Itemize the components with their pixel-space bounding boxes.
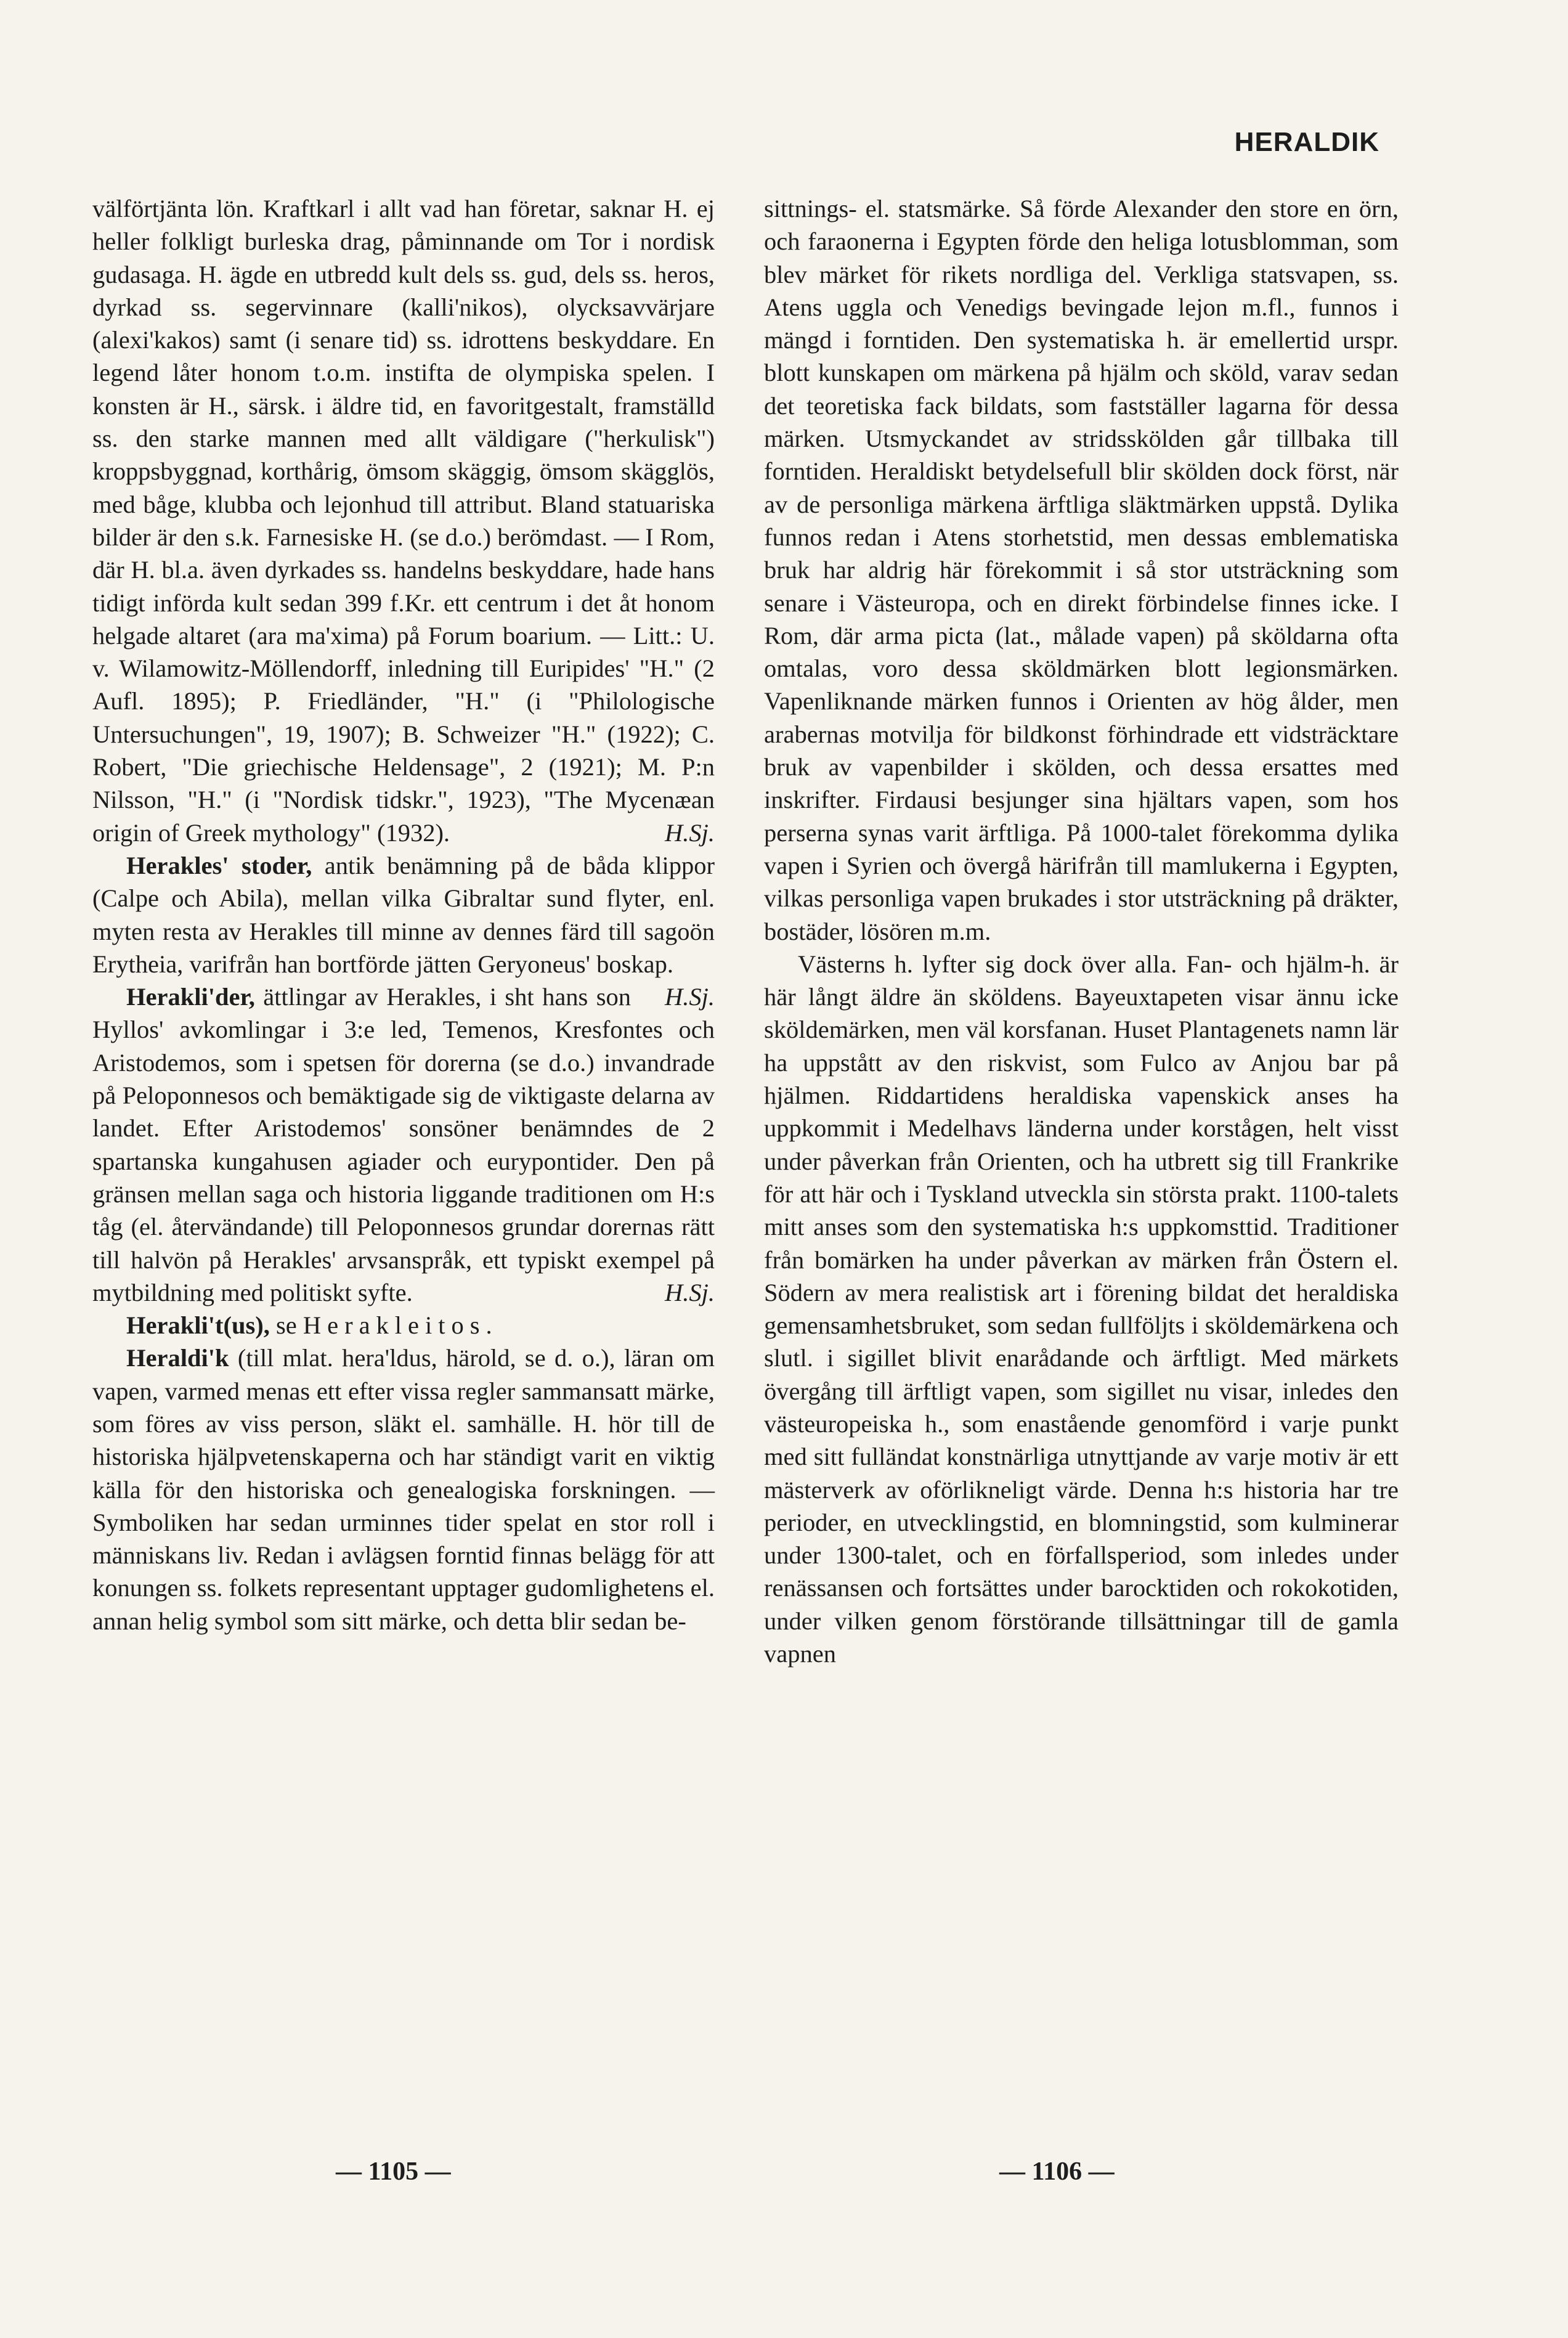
paragraph-heraldik-continued [764, 192, 1399, 948]
entry-heraldik [92, 1342, 715, 1637]
entry-text: antik benämning på de båda klippor (Calpe och Abila), mellan vilka Gibraltar sund flyter, enl. myten resta av Herakles till minne av dennes färd till sagoön Erytheia, varifrån han bortförde jätten Geryoneus' boskap. [92, 851, 715, 978]
entry-headword: Herakli't(us), [126, 1311, 270, 1340]
entry-headword: Heraldi'k [126, 1344, 229, 1372]
entry-text: (till mlat. hera'ldus, härold, se d. o.), läran om vapen, varmed menas ett efter vissa regler sammansatt märke, som föres av viss person, släkt el. samhälle. H. hör till de historiska hjälpvetenskaperna och har ständigt varit en viktig källa för den historiska och genealogiska forskningen. — Symboliken har sedan urminnes tider spelat en stor roll i människans liv. Redan i avlägsen forntid finnas belägg för att konungen ss. folkets representant upptager gudomlighetens el. annan helig symbol som sitt märke, och detta blir sedan be- [92, 1344, 715, 1635]
right-column [764, 192, 1399, 1670]
left-column [92, 192, 715, 1637]
paragraph-western-heraldry [764, 948, 1399, 1671]
author-signature: H.Sj. [665, 818, 715, 847]
entry-headword: Herakli'der, [126, 983, 255, 1011]
paragraph-text: Västerns h. lyfter sig dock över alla. Fan- och hjälm-h. är här långt äldre än sköldens. Bayeuxtapeten visar ännu icke sköldemärken, men väl korsfanan. Huset Plantagenets namn lär ha uppstått av den riskvist, som Fulco av Anjou bar på hjälmen. Riddartidens heraldiska vapenskick anses ha uppkommit i Medelhavs länderna under korstågen, helt visst under påverkan från Orienten, och ha utbrett sig till Frankrike för att här och i Tyskland utveckla sin största prakt. 1100-talets mitt anses som den systematiska h:s uppkomsttid. Traditioner från bomärken ha under påverkan av märken från Östern el. Södern av mera realistisk art i förening bildat det heraldiska gemensamhetsbruket, som sedan fullföljts i sköldemärkena och slutl. i sigillet blivit enarådande och ärftligt. Med märkets övergång till ärftligt vapen, som sigillet nu visar, inledes den västeuropeiska h., som enastående genomförd i varje punkt med sitt fulländat konstnärliga utnyttjande av varje motiv är ett mästerverk av oförlikneligt värde. Denna h:s historia har tre perioder, en utvecklingstid, en blomningstid, som kulminerar under 1300-talet, och en förfallsperiod, som inledes under renässansen och fortsättes under barocktiden och rokokotiden, under vilken genom förstörande tillsättningar till de gamla vapnen [764, 950, 1399, 1668]
author-signature: H.Sj. [665, 1278, 715, 1306]
entry-text: ättlingar av Herakles, i sht hans son Hyllos' avkomlingar i 3:e led, Temenos, Kresfontes och Aristodemos, som i spetsen för dorerna (se d.o.) invandrade på Peloponnesos och bemäktigade sig de viktigaste delarna av landet. Efter Aristodemos' sonsöner benämndes de 2 spartanska kungahusen agiader och eurypontider. Den på gränsen mellan saga och historia liggande traditionen om H:s tåg (el. återvändande) till Peloponnesos grundar dorernas rätt till halvön på Herakles' arvsanspråk, ett typiskt exempel på mytbildning med politiskt syfte. [92, 983, 715, 1306]
page-number-left: — 1105 — [336, 2157, 451, 2186]
paragraph-text: välförtjänta lön. Kraftkarl i allt vad han företar, saknar H. ej heller folkligt burleska drag, påminnande om Tor i nordisk gudasaga. H. ägde en utbredd kult dels ss. gud, dels ss. heros, dyrkad ss. segervinnare (kalli'nikos), olycksavvärjare (alexi'kakos) samt (i senare tid) ss. idrottens beskyddare. En legend låter honom t.o.m. instifta de olympiska spelen. I konsten är H., särsk. i äldre tid, en favoritgestalt, framställd ss. den starke mannen med allt väldigare ("herkulisk") kroppsbyggnad, korthårig, ömsom skäggig, ömsom skägglös, med båge, klubba och lejonhud till attribut. Bland statuariska bilder är den s.k. Farnesiske H. (se d.o.) berömdast. — I Rom, där H. bl.a. även dyrkades ss. handelns beskyddare, hade hans tidigt införda kult sedan 399 f.Kr. ett centrum i det åt honom helgade altaret (ara ma'xima) på Forum boarium. — Litt.: U. v. Wilamowitz-Möllendorff, inledning till Euripides' "H." (2 Aufl. 1895); P. Friedländer, "H." (i "Philologische Untersuchungen", 19, 1907); B. Schweizer "H." (1922); C. Robert, "Die griechische Heldensage", 2 (1921); M. P:n Nilsson, "H." (i "Nordisk tidskr.", 1923), "The Mycenæan origin of Greek mythology" (1932). [92, 195, 715, 847]
cross-reference-link[interactable]: Herakleitos [303, 1311, 486, 1340]
entry-text-end: . [485, 1311, 492, 1340]
author-signature: H.Sj. [665, 983, 715, 1011]
paragraph-herakles-continued [92, 192, 715, 849]
entry-headword: Herakles' stoder, [126, 851, 312, 879]
entry-text: se [269, 1311, 303, 1340]
entry-heraklitus [92, 1309, 715, 1342]
page-number-right: — 1106 — [999, 2157, 1115, 2186]
entry-heraklider [92, 980, 715, 1309]
running-header: HERALDIK [1234, 127, 1379, 157]
paragraph-text: sittnings- el. statsmärke. Så förde Alexander den store en örn, och faraonerna i Egypten förde den heliga lotusblomman, som blev märket för rikets nordliga del. Verkliga statsvapen, ss. Atens uggla och Venedigs bevingade lejon m.fl., funnos i mängd i forntiden. Den systematiska h. är emellertid urspr. blott kunskapen om märkena på hjälm och sköld, varav sedan det teoretiska fack bildats, som fastställer lagarna för dessa märken. Utsmyckandet av stridsskölden går tillbaka till forntiden. Heraldiskt betydelsefull blir skölden dock först, när av de personliga märkena ärftliga släktmärken uppstå. Dylika funnos redan i Atens storhetstid, men dessas emblematiska bruk har aldrig här förekommit i så stor utsträckning som senare i Västeuropa, och en direkt förbindelse finnes icke. I Rom, där arma picta (lat., målade vapen) på sköldarna ofta omtalas, voro dessa sköldmärken blott legionsmärken. Vapenliknande märken funnos i Orienten av hög ålder, men arabernas motvilja för bildkonst förhindrade ett vidsträcktare bruk av vapenbilder i skölden, och dessa ersattes med inskrifter. Firdausi besjunger sina hjältars vapen, som hos perserna synas varit ärftliga. På 1000-talet förekomma dylika vapen i Syrien och övergå härifrån till mamlukerna i Egypten, vilkas personliga vapen brukades i stor utsträckning på dräkter, bostäder, lösören m.m. [764, 195, 1399, 945]
